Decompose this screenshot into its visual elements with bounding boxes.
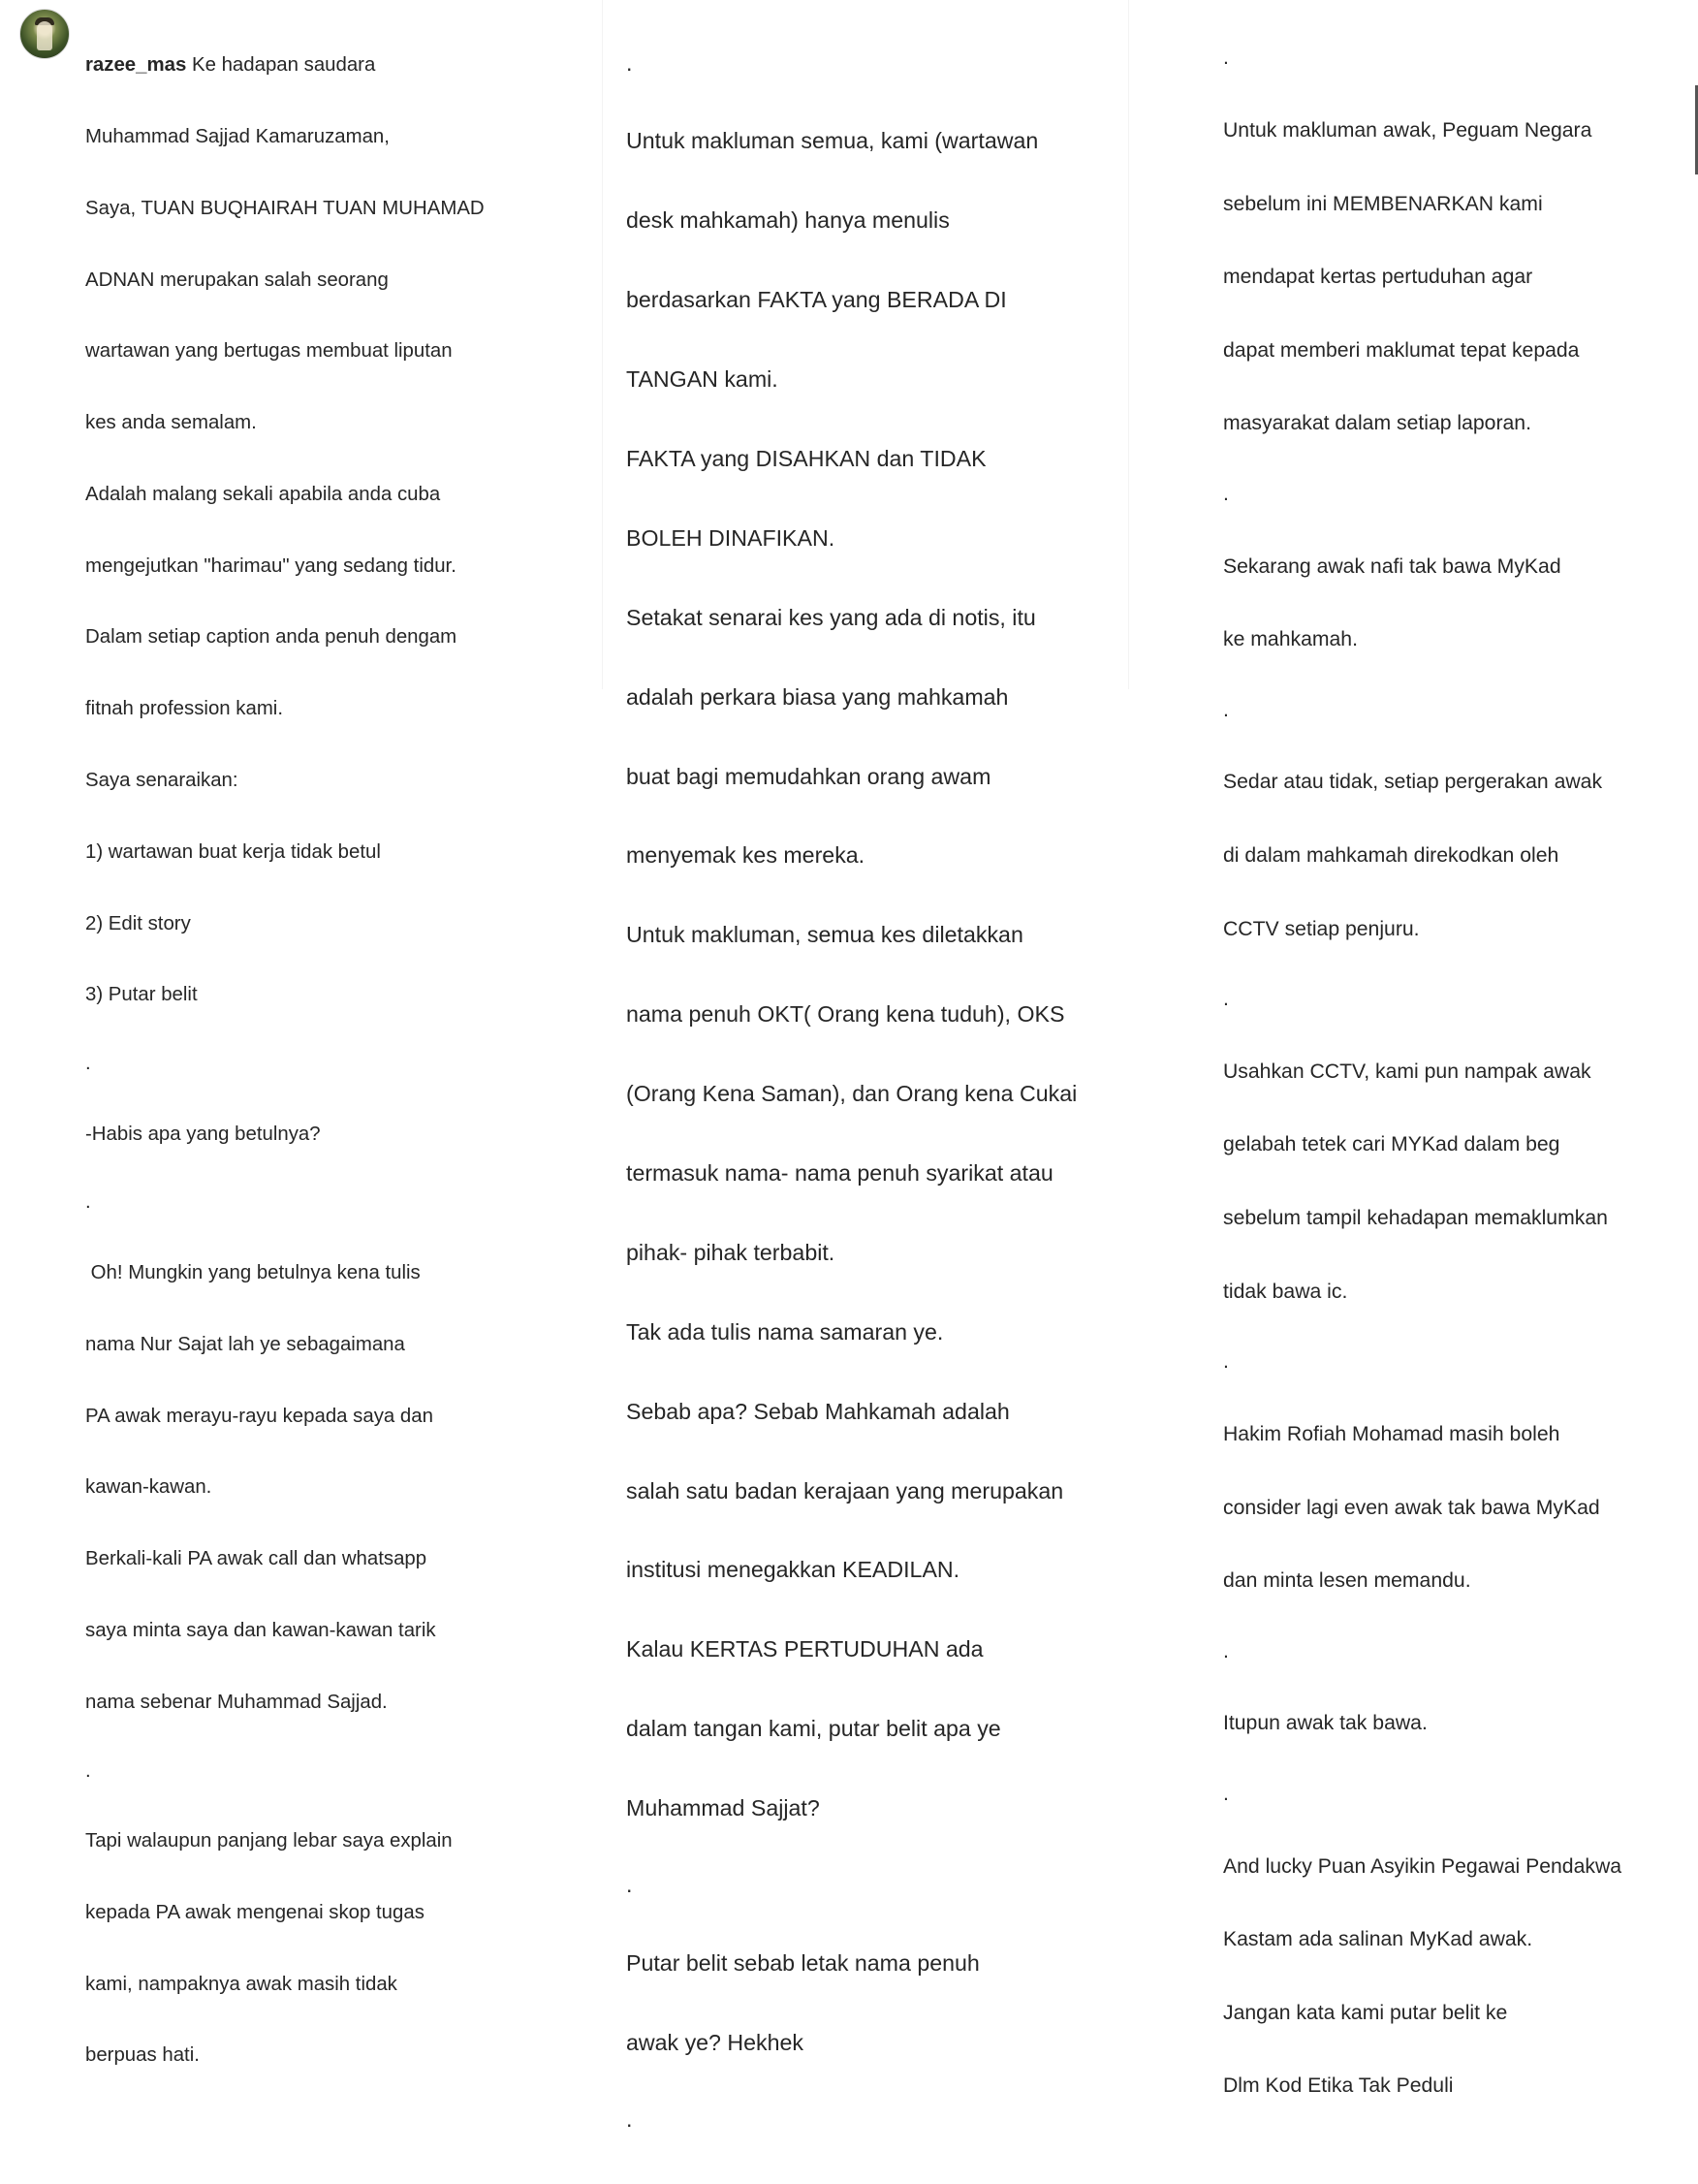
caption-line: sebelum ini MEMBENARKAN kami: [1223, 192, 1543, 215]
caption-line: 2) Edit story: [85, 912, 191, 934]
caption-line: kawan-kawan.: [85, 1476, 212, 1499]
caption-panel-middle: [609, 0, 1122, 2132]
caption-separator-dot: .: [626, 49, 633, 76]
caption-separator-dot: .: [1223, 1639, 1229, 1662]
caption-line: Dlm Kod Etika Tak Peduli: [1223, 2074, 1454, 2098]
caption-panel-right: [1197, 0, 1698, 2098]
caption-line: Setakat senarai kes yang ada di notis, itu: [626, 604, 1036, 630]
caption-line: Berkali-kali PA awak call dan whatsapp: [85, 1548, 427, 1570]
caption-line: menyemak kes mereka.: [626, 842, 865, 869]
caption-line: PA awak merayu-rayu kepada saya dan: [85, 1405, 433, 1427]
caption-line: Untuk makluman semua, kami (wartawan: [626, 128, 1039, 154]
caption-line: tidak bawa ic.: [1223, 1280, 1348, 1303]
caption-line: mendapat kertas pertuduhan agar: [1223, 266, 1533, 289]
caption-line: gelabah tetek cari MYKad dalam beg: [1223, 1133, 1560, 1156]
caption-line: pihak- pihak terbabit.: [626, 1239, 835, 1265]
caption-line: Untuk makluman, semua kes diletakkan: [626, 922, 1023, 948]
caption-line: Kalau KERTAS PERTUDUHAN ada: [626, 1636, 984, 1662]
caption-text-left: [85, 6, 589, 2115]
avatar-figure-shape: [37, 21, 52, 50]
caption-separator-dot: .: [85, 1053, 91, 1075]
caption-line: Putar belit sebab letak nama penuh: [626, 1949, 980, 1976]
avatar[interactable]: [19, 9, 70, 59]
caption-separator-dot: .: [1223, 483, 1229, 506]
column-divider: [602, 0, 603, 689]
caption-line: adalah perkara biasa yang mahkamah: [626, 683, 1009, 710]
caption-separator-dot: .: [1223, 988, 1229, 1011]
caption-line: Sedar atau tidak, setiap pergerakan awak: [1223, 771, 1603, 794]
caption-line: desk mahkamah) hanya menulis: [626, 207, 950, 234]
caption-line: [85, 53, 589, 78]
caption-line: salah satu badan kerajaan yang merupakan: [626, 1477, 1064, 1503]
caption-line: berpuas hati.: [85, 2044, 200, 2067]
caption-line: Adalah malang sekali apabila anda cuba: [85, 483, 441, 505]
caption-line: institusi menegakkan KEADILAN.: [626, 1557, 960, 1583]
caption-line: nama sebenar Muhammad Sajjad.: [85, 1691, 388, 1713]
caption-line: Usahkan CCTV, kami pun nampak awak: [1223, 1060, 1591, 1083]
caption-line-text: Ke hadapan saudara: [186, 54, 376, 77]
caption-line: Sebab apa? Sebab Mahkamah adalah: [626, 1398, 1010, 1424]
caption-line: TANGAN kami.: [626, 366, 778, 393]
caption-line: Saya senaraikan:: [85, 770, 238, 791]
caption-line: 1) wartawan buat kerja tidak betul: [85, 840, 381, 863]
caption-line: wartawan yang bertugas membuat liputan: [85, 340, 453, 363]
caption-line: masyarakat dalam setiap laporan.: [1223, 412, 1531, 435]
caption-separator-dot: .: [626, 1871, 633, 1897]
caption-text-right: [1223, 0, 1698, 2147]
caption-line: di dalam mahkamah direkodkan oleh: [1223, 844, 1559, 868]
column-divider: [1128, 0, 1129, 689]
caption-separator-dot: .: [1223, 1782, 1229, 1805]
caption-line: dan minta lesen memandu.: [1223, 1569, 1471, 1593]
caption-line: awak ye? Hekhek: [626, 2029, 804, 2055]
caption-line: 3) Putar belit: [85, 984, 198, 1006]
caption-line: -Habis apa yang betulnya?: [85, 1123, 321, 1145]
caption-line: BOLEH DINAFIKAN.: [626, 524, 835, 551]
caption-line: nama Nur Sajat lah ye sebagaimana: [85, 1333, 405, 1355]
caption-line: Itupun awak tak bawa.: [1223, 1712, 1428, 1735]
caption-separator-dot: .: [626, 2105, 633, 2132]
caption-panel-left: [0, 0, 596, 2067]
caption-line: Oh! Mungkin yang betulnya kena tulis: [85, 1262, 421, 1284]
caption-line: Sekarang awak nafi tak bawa MyKad: [1223, 554, 1561, 578]
caption-line: Saya, TUAN BUQHAIRAH TUAN MUHAMAD: [85, 197, 485, 219]
caption-line: Hakim Rofiah Mohamad masih boleh: [1223, 1422, 1560, 1445]
caption-line: Tak ada tulis nama samaran ye.: [626, 1318, 944, 1345]
caption-line: consider lagi even awak tak bawa MyKad: [1223, 1496, 1600, 1519]
caption-line: Tapi walaupun panjang lebar saya explain: [85, 1830, 453, 1852]
caption-line: saya minta saya dan kawan-kawan tarik: [85, 1619, 436, 1641]
caption-line: fitnah profession kami.: [85, 698, 284, 720]
caption-line: kami, nampaknya awak masih tidak: [85, 1973, 397, 1995]
caption-line: ke mahkamah.: [1223, 628, 1358, 651]
caption-separator-dot: .: [85, 1191, 91, 1214]
caption-line: Untuk makluman awak, Peguam Negara: [1223, 119, 1592, 142]
caption-line: (Orang Kena Saman), dan Orang kena Cukai: [626, 1081, 1078, 1107]
caption-line: berdasarkan FAKTA yang BERADA DI: [626, 287, 1007, 313]
caption-separator-dot: .: [85, 1759, 91, 1782]
caption-line: termasuk nama- nama penuh syarikat atau: [626, 1159, 1053, 1186]
caption-line: buat bagi memudahkan orang awam: [626, 763, 991, 789]
caption-line: Dalam setiap caption anda penuh dengam: [85, 626, 457, 649]
caption-line: dalam tangan kami, putar belit apa ye: [626, 1716, 1001, 1742]
caption-separator-dot: .: [1223, 698, 1229, 721]
caption-line: nama penuh OKT( Orang kena tuduh), OKS: [626, 1001, 1065, 1028]
username-link[interactable]: razee_mas: [85, 54, 187, 77]
caption-line: kepada PA awak mengenai skop tugas: [85, 1901, 424, 1923]
caption-line: And lucky Puan Asyikin Pegawai Pendakwa: [1223, 1854, 1622, 1878]
caption-line: Muhammad Sajjat?: [626, 1795, 820, 1821]
caption-line: Muhammad Sajjad Kamaruzaman,: [85, 125, 390, 147]
caption-line: sebelum tampil kehadapan memaklumkan: [1223, 1207, 1608, 1230]
caption-text-middle: [626, 0, 1120, 2184]
caption-line: dapat memberi maklumat tepat kepada: [1223, 338, 1580, 362]
caption-separator-dot: .: [1223, 1350, 1229, 1374]
caption-line: Jangan kata kami putar belit ke: [1223, 2001, 1508, 2024]
caption-line: kes anda semalam.: [85, 412, 257, 434]
caption-line: Kastam ada salinan MyKad awak.: [1223, 1928, 1533, 1951]
caption-line: ADNAN merupakan salah seorang: [85, 269, 389, 291]
caption-line: mengejutkan "harimau" yang sedang tidur.: [85, 554, 456, 577]
caption-separator-dot: .: [1223, 47, 1229, 70]
caption-line: FAKTA yang DISAHKAN dan TIDAK: [626, 445, 987, 471]
caption-line: CCTV setiap penjuru.: [1223, 917, 1420, 940]
